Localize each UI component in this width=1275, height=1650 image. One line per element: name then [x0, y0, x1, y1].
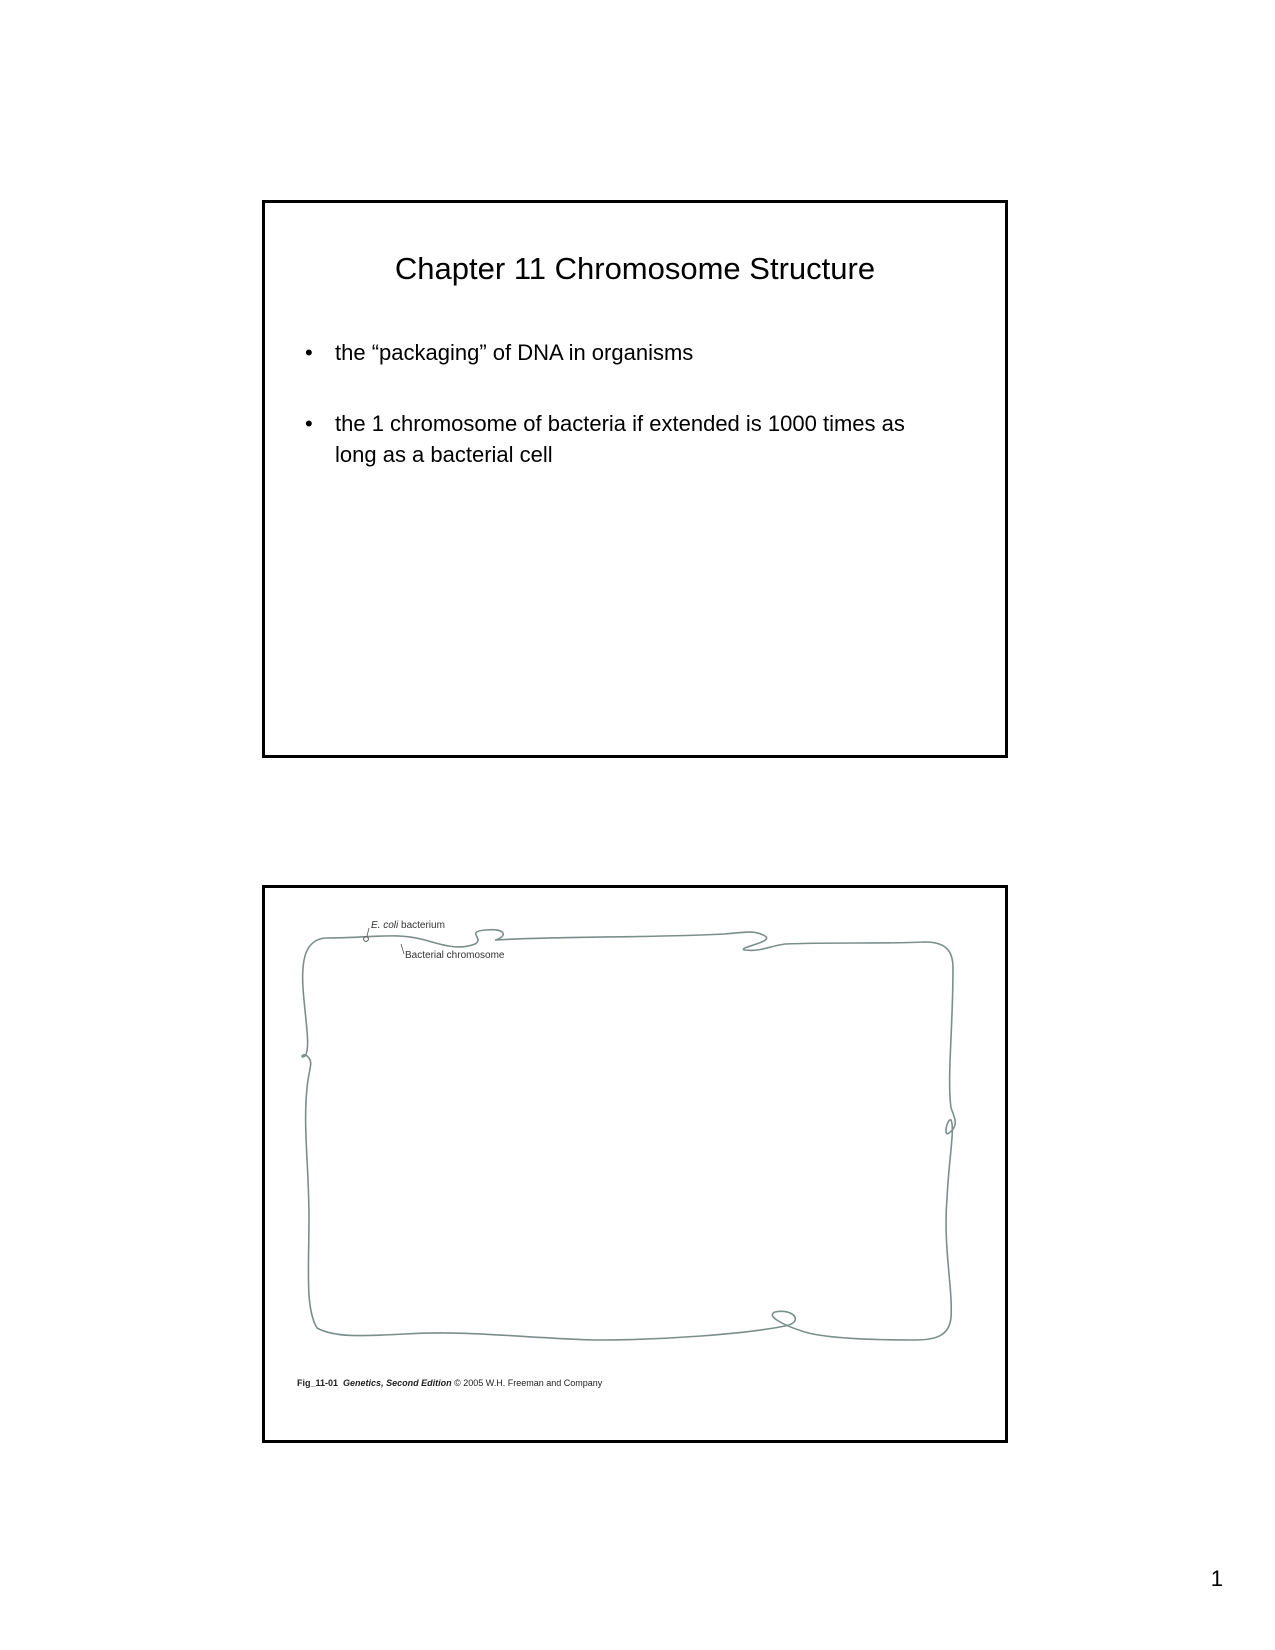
ecoli-label-rest: bacterium — [398, 920, 445, 931]
figure-caption — [297, 1378, 602, 1388]
chromosome-loop — [302, 930, 955, 1340]
bullet-text: the “packaging” of DNA in organisms — [335, 340, 694, 365]
bullet-item — [305, 337, 945, 368]
slide-2 — [262, 885, 1008, 1443]
page-number: 1 — [1210, 1566, 1223, 1591]
slide-1 — [262, 200, 1008, 758]
ecoli-label — [371, 920, 445, 931]
chromosome-label: Bacterial chromosome — [405, 950, 505, 961]
slide-title: Chapter 11 Chromosome Structure — [394, 251, 876, 286]
ecoli-label-italic: E. coli — [371, 920, 399, 931]
caption-book: Genetics, Second Edition — [343, 1378, 452, 1388]
caption-fig: Fig_11-01 — [297, 1378, 339, 1388]
bullet-glyph: • — [305, 340, 313, 365]
chromosome-leader — [401, 944, 404, 954]
caption-rest: © 2005 W.H. Freeman and Company — [451, 1378, 603, 1388]
bullet-list — [305, 337, 945, 510]
bullet-text: the 1 chromosome of bacteria if extended is 1000 times as long as a bacterial cell — [335, 411, 905, 467]
bullet-glyph: • — [305, 411, 313, 436]
ecoli-leader — [367, 928, 369, 936]
bacterial-chromosome-figure — [265, 888, 1005, 1440]
bullet-item — [305, 408, 945, 470]
